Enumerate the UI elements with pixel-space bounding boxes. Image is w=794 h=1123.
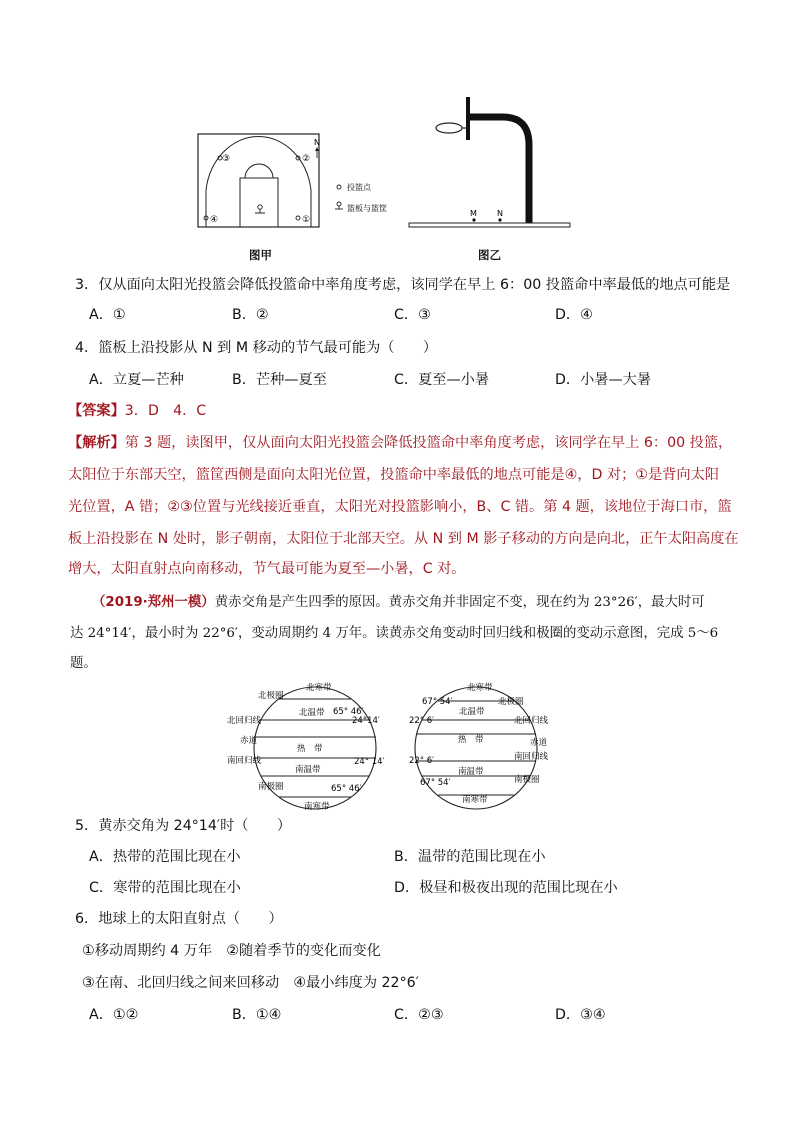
q4-option-c: C．夏至—小暑 [394,372,490,388]
label-diagrams-right-antarctic: 南极圈 [514,775,540,785]
label-diagrams-left-antarctic: 南极圈 [258,782,284,792]
label-diagrams-left-a-n: 24°14′ [352,716,380,726]
label-c1: ① [302,215,311,225]
label-diagrams-left-north-cold: 北寒带 [306,683,332,693]
q6-option-d: D．③④ [555,1007,606,1023]
point-m [472,218,475,221]
diagram-right [402,678,572,818]
q6-text: 6．地球上的太阳直射点（ ） [75,911,283,927]
legend-board-icon [337,202,341,206]
q4-option-b: B．芒种—夏至 [232,372,327,388]
figure-hoop [405,95,575,235]
analysis-line-2: 太阳位于东部天空，篮筐西侧是面向太阳光位置，投篮命中率最低的地点可能是④，D 对；①是背向太阳 [68,467,719,483]
answer-text: 3．D 4．C [124,403,207,419]
q4-option-a: A．立夏—芒种 [89,372,184,388]
analysis-line-1 [68,432,732,452]
legend-point-label: 投篮点 [347,183,371,192]
q4-option-d: D．小暑—大暑 [555,372,652,388]
hoop-rim [436,123,462,133]
label-diagrams-right-north-cold: 北寒带 [467,683,493,693]
figure-court [196,130,421,232]
intro-text-1: 黄赤交角是产生四季的原因。黄赤交角并非固定不变，现在约为 23°26′，最大时可 [214,595,705,610]
label-diagrams-left-a-top: 65° 46′ [333,707,364,717]
label-c3: ③ [222,154,231,164]
label-diagrams-right-south-cold: 南寒带 [462,795,488,805]
analysis-line-5: 增大，太阳直射点向南移动，节气最可能为夏至—小暑，C 对。 [68,561,466,577]
fig1-caption: 图甲 [249,248,272,262]
label-diagrams-right-tropics: 热 带 [458,735,484,745]
analysis-text-1: 第 3 题，读图甲，仅从面向太阳光投篮会降低投篮命中率角度考虑，该同学在早上 6：00 投篮， [124,435,733,451]
q3-option-b: B．② [232,307,269,323]
ground [409,223,570,227]
q5-option-d: D．极昼和极夜出现的范围比现在小 [394,880,618,896]
analysis-line-4: 板上沿投影在 N 处时，影子朝南，太阳位于北部天空。从 N 到 M 影子移动的方向是向北，正午太阳高度在 [68,531,739,547]
label-diagrams-right-a-bottom: 67° 54′ [420,778,451,788]
hoop-symbol [258,205,262,209]
label-diagrams-left-a-bottom: 65° 46′ [331,784,362,794]
free-throw-arc [245,164,273,178]
intro-source: （2019·郑州一模） [92,595,215,610]
intro-line-1 [92,591,705,610]
q5-text: 5．黄赤交角为 24°14′时（ ） [75,818,292,834]
label-diagrams-left-south-cold: 南寒带 [304,802,330,812]
legend-board-label: 篮板与篮筐 [347,204,387,213]
north-label: N [314,138,320,147]
label-m: M [470,209,477,218]
label-diagrams-left-equator: 赤道 [240,736,258,746]
q5-option-a: A．热带的范围比现在小 [89,849,241,865]
answer-line [68,400,206,420]
q3-option-c: C．③ [394,307,431,323]
label-diagrams-right-equator: 赤道 [530,738,548,748]
q3-option-d: D．④ [555,307,593,323]
q4-text: 4．篮板上沿投影从 N 到 M 移动的节气最可能为（ ） [75,340,438,356]
point-n [498,218,501,221]
label-diagrams-right-s-tropic: 南回归线 [514,752,549,762]
label-diagrams-right-a-n: 22° 6′ [409,716,435,726]
diagram-left [224,678,386,818]
q6-option-b: B．①④ [232,1007,282,1023]
label-diagrams-left-s-tropic: 南回归线 [227,756,262,766]
label-c4: ④ [210,215,219,225]
intro-line-3: 题。 [70,656,97,671]
legend-point-icon [337,185,341,189]
q3-text: 3．仅从面向太阳光投篮会降低投篮命中率角度考虑，该同学在早上 6：00 投篮命中率最低的地点可能是 [75,277,731,293]
label-diagrams-left-s-temp: 南温带 [295,765,321,775]
analysis-line-3: 光位置，A 错；②③位置与光线接近垂直，太阳光对投篮影响小，B、C 错。第 4 题，该地位于海口市，篮 [68,499,732,515]
label-diagrams-right-n-tropic: 北回归线 [514,716,549,726]
hoop-arm [470,117,529,223]
label-diagrams-right-a-top: 67° 54′ [422,697,453,707]
label-diagrams-left-n-tropic: 北回归线 [227,716,262,726]
label-diagrams-left-arctic: 北极圈 [258,691,284,701]
label-diagrams-right-a-s: 22° 6′ [409,756,435,766]
q6-option-c: C．②③ [394,1007,444,1023]
shot-point-1 [296,216,300,220]
label-diagrams-left-n-temp: 北温带 [299,708,325,718]
intro-line-2: 达 24°14′，最小时为 22°6′，变动周期约 4 万年。读黄赤交角变动时回归线和极圈的变动示意图，完成 5～6 [70,626,719,641]
q6-option-a: A．①② [89,1007,139,1023]
label-n: N [497,209,503,218]
label-diagrams-right-arctic: 北极圈 [498,697,524,707]
answer-label: 【答案】 [68,403,125,419]
q5-option-c: C．寒带的范围比现在小 [89,880,241,896]
fig2-caption: 图乙 [478,248,501,262]
analysis-label: 【解析】 [68,435,125,451]
label-diagrams-right-s-temp: 南温带 [458,767,484,777]
q6-item-1: ①移动周期约 4 万年 ②随着季节的变化而变化 [82,943,381,959]
label-c2: ② [302,154,311,164]
label-diagrams-left-a-s: 24° 14′ [354,757,385,767]
label-diagrams-left-tropics: 热 带 [297,744,323,754]
label-diagrams-right-n-temp: 北温带 [459,707,485,717]
q3-option-a: A．① [89,307,126,323]
paint-area [240,178,278,227]
q5-option-b: B．温带的范围比现在小 [394,849,546,865]
q6-item-2: ③在南、北回归线之间来回移动 ④最小纬度为 22°6′ [82,975,419,991]
